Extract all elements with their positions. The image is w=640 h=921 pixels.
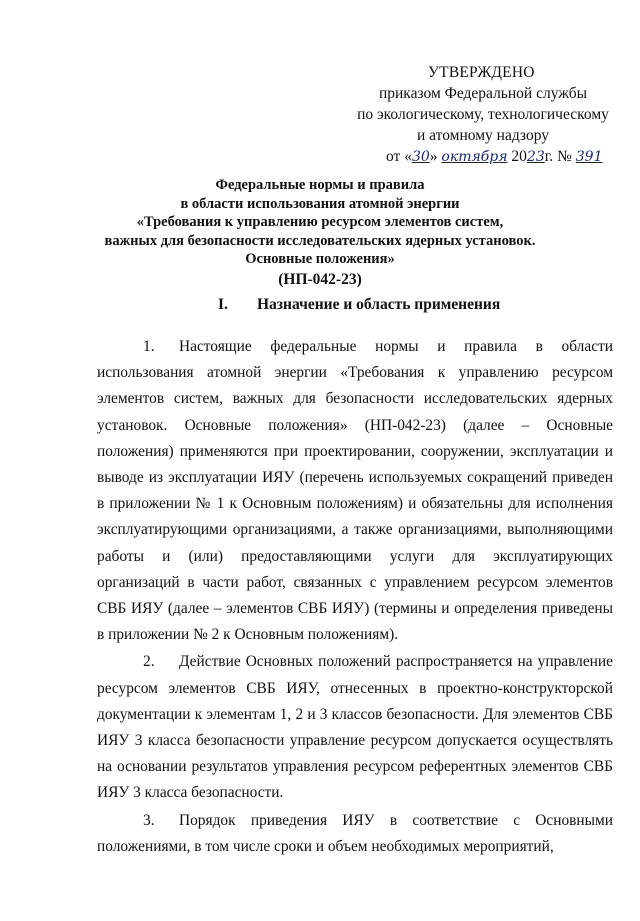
approval-title: УТВЕРЖДЕНО [428, 64, 535, 81]
paragraph-text: Действие Основных положений распространяется на управление ресурсом элементов СВБ ИЯУ, отнесенных в проектно-конструкторской документации к элементам 1, 2 и 3 классов безопасности. Для элементов СВБ ИЯУ 3 класса безопасности управление ресурсом допускается осуществлять на основании результатов управления ресурсом референтных элементов СВБ ИЯУ 3 класса безопасности. [97, 653, 613, 802]
date-after-year: г. № [544, 148, 576, 165]
paragraph-number: 3. [143, 811, 155, 829]
date-prefix: от « [386, 148, 412, 165]
approval-line-1: приказом Федеральной службы [378, 85, 588, 102]
title-line-1: Федеральные нормы и правила [215, 177, 425, 193]
document-code: (НП-042-23) [278, 270, 362, 288]
approval-stamp-block [348, 62, 618, 168]
paragraph-2 [97, 649, 613, 806]
date-day: 30 [411, 149, 430, 165]
order-number: 391 [575, 149, 603, 165]
section-number: I. [218, 296, 228, 313]
section-title: Назначение и область применения [257, 296, 501, 313]
paragraph-text: Настоящие федеральные нормы и правила в области использования атомной энергии «Требования к управлению ресурсом элементов систем, важных для безопасности исследовательских ядерных установок. Основные положения» (НП-042-23) (далее – Основные положения) применяются при проектировании, сооружении, эксплуатации и выводе из эксплуатации ИЯУ (перечень используемых сокращений приведен в приложении № 1 к Основным положениям) и обязательны для исполнения эксплуатирующими организациями, а также организациями, выполняющими работы и (или) предоставляющими услуги для эксплуатирующих организаций в части работ, связанных с управлением ресурсом элементов СВБ ИЯУ (далее – элементов СВБ ИЯУ) (термины и определения приведены в приложении № 2 к Основным положениям). [97, 338, 613, 644]
title-line-5: Основные положения» [245, 251, 395, 267]
date-mid: » [429, 148, 442, 165]
title-line-2: в области использования атомной энергии [180, 195, 460, 212]
paragraph-number: 1. [143, 338, 155, 355]
approval-line-2: по экологическому, технологическому [357, 106, 609, 123]
paragraph-3 [97, 808, 613, 860]
approval-line-3: и атомному надзору [417, 127, 549, 144]
document-title-block [40, 176, 600, 289]
approval-date-line [348, 146, 618, 168]
body-text [97, 334, 613, 861]
date-year-prefix: 20 [507, 148, 527, 165]
paragraph-number: 2. [143, 653, 155, 671]
title-line-4: важных для безопасности исследовательских ядерных установок. [104, 232, 536, 249]
date-month: октября [441, 149, 508, 165]
paragraph-1 [97, 334, 613, 648]
title-line-3: «Требования к управлению ресурсом элементов систем, [136, 214, 504, 230]
paragraph-text: Порядок приведения ИЯУ в соответствие с Основными положениями, в том числе сроки и объем необходимых мероприятий, [97, 811, 613, 855]
date-year-suffix: 23 [526, 149, 545, 165]
